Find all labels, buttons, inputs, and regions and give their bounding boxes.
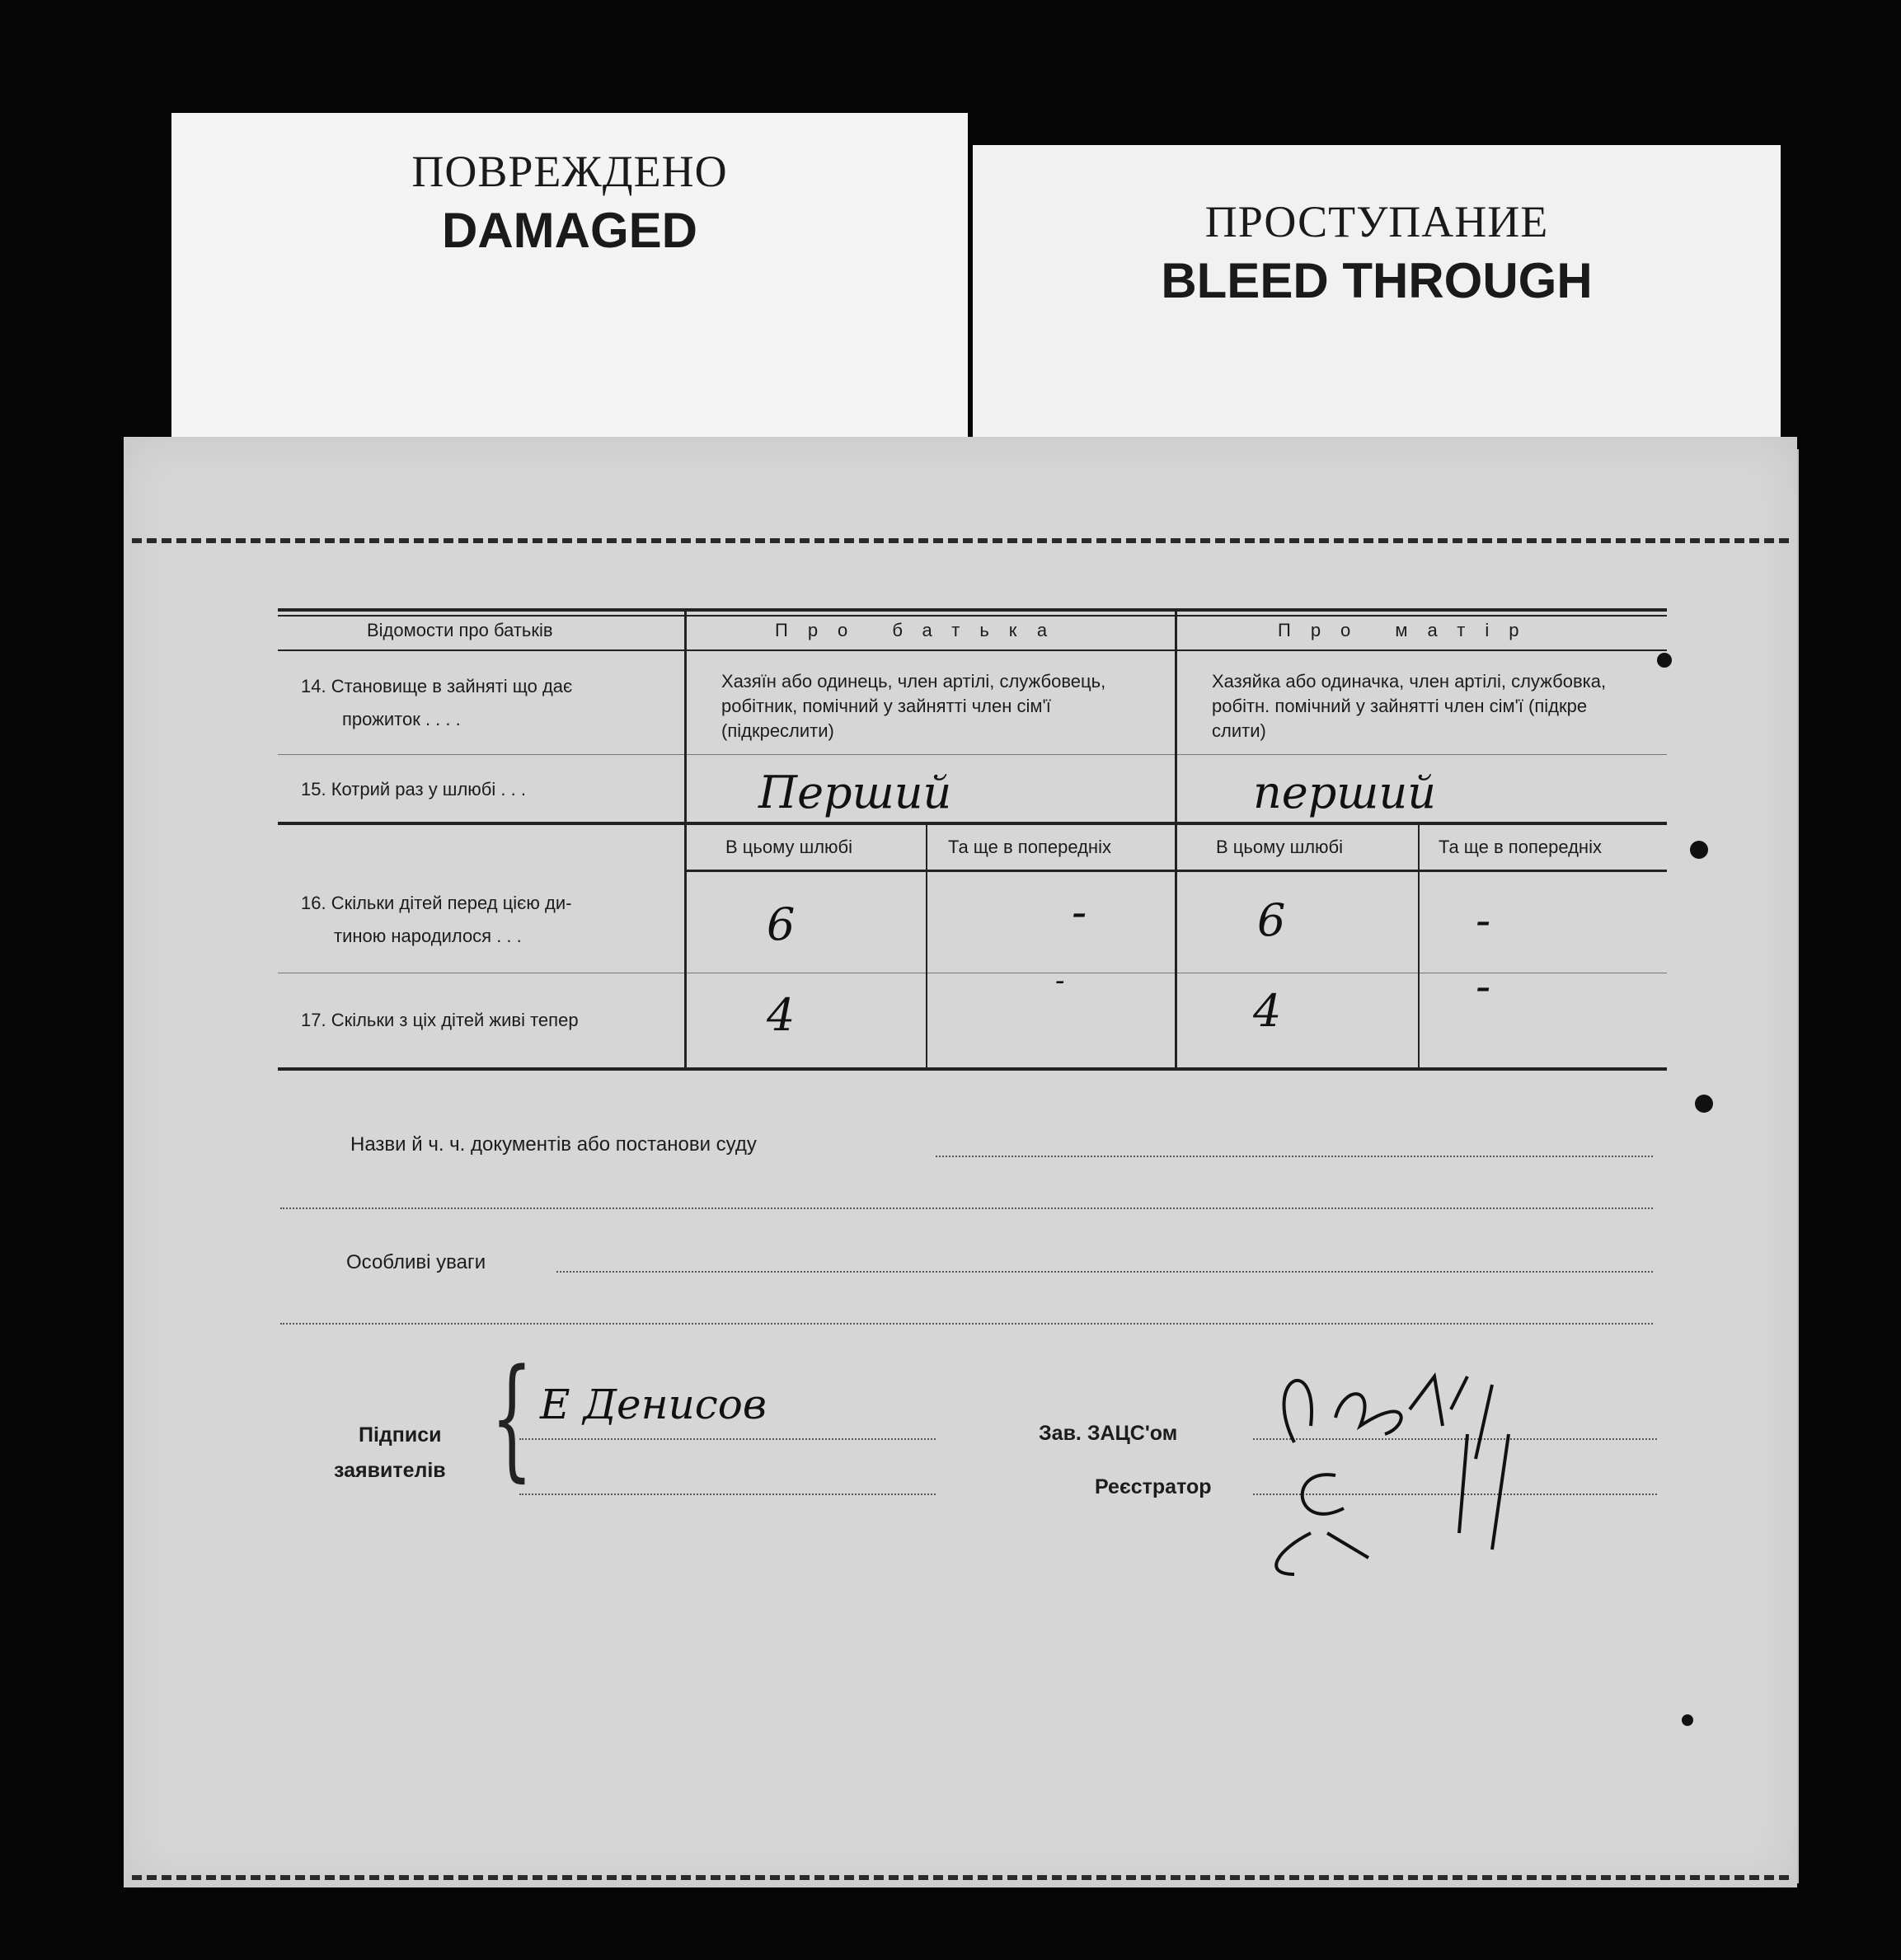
- row17-father-this: 4: [767, 989, 796, 1041]
- head-registry-label: Зав. ЗАЦС'ом: [1039, 1422, 1178, 1445]
- registrar-label: Реєстратор: [1095, 1475, 1212, 1498]
- row16-father-this: 6: [767, 898, 796, 950]
- row16-father-previous: -: [1072, 886, 1087, 938]
- applicant-signature: Е Денисов: [540, 1381, 767, 1428]
- row17-father-previous: -: [1055, 964, 1065, 997]
- bleed-through-marker-card: [973, 145, 1781, 458]
- subheader-this-marriage-father: В цьому шлюбі: [725, 837, 853, 857]
- subheader-this-marriage-mother: В цьому шлюбі: [1216, 837, 1344, 857]
- row17-mother-previous: -: [1476, 960, 1491, 1012]
- applicants-signature-label-2: заявителів: [334, 1459, 446, 1482]
- row17-label: 17. Скільки з ціх дітей живі тепер: [301, 1010, 579, 1030]
- row16-label-line1: 16. Скільки дітей перед цією ди-: [301, 893, 572, 913]
- row16-mother-this: 6: [1257, 894, 1286, 946]
- documents-label: Назви й ч. ч. документів або постанови суду: [350, 1133, 757, 1156]
- remarks-label: Особливі уваги: [346, 1251, 486, 1273]
- row14-label-line1: 14. Становище в зайняті що дає: [301, 676, 573, 696]
- damaged-label-en: DAMAGED: [442, 203, 697, 258]
- official-signatures-scrawl: [124, 437, 1797, 1887]
- row15-father-value: Перший: [758, 767, 952, 818]
- brace: {: [491, 1340, 533, 1494]
- header-parents-info: Відомости про батьків: [367, 620, 553, 640]
- subheader-previous-mother: Та ще в попередніх: [1439, 837, 1602, 857]
- bleed-label-ru: ПРОСТУПАНИЕ: [1204, 197, 1549, 246]
- bleed-label-en: BLEED THROUGH: [1161, 253, 1593, 308]
- header-about-father: Про батька: [775, 620, 1068, 640]
- row15-label: 15. Котрий раз у шлюбі . . .: [301, 779, 526, 799]
- row17-mother-this: 4: [1253, 985, 1282, 1037]
- row14-label-line2: прожиток . . . .: [342, 709, 461, 729]
- row14-father-options: Хазяїн або одинець, член артілі, службовець, робітник, помічний у зайнятті член сім'ї (підкреслити): [721, 671, 1106, 741]
- header-about-mother: Про матір: [1278, 620, 1539, 640]
- applicants-signature-label-1: Підписи: [359, 1423, 442, 1447]
- row16-label-line2: тиною народилося . . .: [334, 926, 522, 946]
- subheader-previous-father: Та ще в попередніх: [948, 837, 1111, 857]
- row15-mother-value: перший: [1253, 767, 1437, 818]
- row16-mother-previous: -: [1476, 894, 1491, 946]
- damaged-label-ru: ПОВРЕЖДЕНО: [411, 147, 728, 196]
- damaged-marker-card: [171, 113, 968, 443]
- record-sheet: [124, 437, 1797, 1887]
- row14-mother-options: Хазяйка або одиначка, член артілі, службовка, робітн. помічний у зайнятті член сім'ї (підкре слити): [1212, 671, 1607, 741]
